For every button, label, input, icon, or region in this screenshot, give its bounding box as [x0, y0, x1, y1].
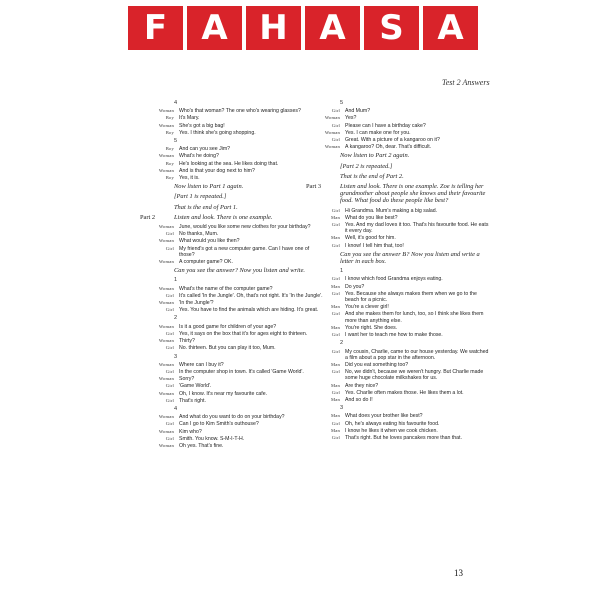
- speaker-label: Girl: [331, 290, 340, 296]
- dialogue-text: Oh, I know. It's near my favourite cafe.: [179, 390, 268, 397]
- dialogue-text: No thanks, Mum.: [179, 231, 219, 238]
- dialogue-line: [306, 243, 491, 249]
- speaker-label: Girl: [331, 276, 340, 282]
- instruction-text: That is the end of Part 1.: [174, 203, 238, 211]
- speaker-label: Girl: [331, 420, 340, 426]
- dialogue-line: [140, 286, 325, 292]
- dialogue-line: [140, 300, 325, 306]
- dialogue-line: [306, 397, 491, 403]
- dialogue-text: It's called 'In the Jungle'. Oh, that's not right. It's 'In the Jungle'.: [179, 292, 323, 299]
- dialogue-line: [140, 153, 325, 159]
- speaker-label: Woman: [158, 414, 174, 420]
- dialogue-text: You're a clever girl!: [345, 304, 389, 311]
- dialogue-text: Yes. I can make one for you.: [345, 129, 411, 136]
- instruction-text: [Part 1 is repeated.]: [174, 193, 227, 201]
- speaker-label: Woman: [158, 390, 174, 396]
- dialogue-line: [140, 168, 325, 174]
- dialogue-line: [140, 383, 325, 389]
- dialogue-line: [306, 208, 491, 214]
- speaker-label: Boy: [165, 115, 174, 121]
- question-number: 3: [174, 353, 178, 360]
- dialogue-text: She's got a big bag!: [179, 122, 225, 129]
- speaker-label: Man: [330, 396, 340, 402]
- dialogue-text: What would you like then?: [179, 238, 240, 245]
- speaker-label: Woman: [158, 361, 174, 367]
- dialogue-text: Kim who?: [179, 428, 202, 435]
- speaker-label: Man: [330, 324, 340, 330]
- dialogue-line: [306, 390, 491, 396]
- dialogue-text: Yes, it is.: [179, 175, 200, 182]
- dialogue-text: Yes. I think she's going shopping.: [179, 129, 256, 136]
- dialogue-line: [306, 123, 491, 129]
- dialogue-line: [140, 130, 325, 136]
- speaker-label: Girl: [331, 311, 340, 317]
- speaker-label: Girl: [165, 292, 174, 298]
- dialogue-text: Well, it's good for him.: [345, 235, 396, 242]
- question-number: 1: [340, 268, 344, 275]
- dialogue-line: [140, 246, 325, 258]
- dialogue-line: [140, 376, 325, 382]
- dialogue-text: I want her to teach me how to make those.: [345, 332, 443, 339]
- dialogue-text: 'In the Jungle'?: [179, 300, 214, 307]
- dialogue-text: Hi Grandma. Mum's making a big salad.: [345, 207, 438, 214]
- speaker-label: Man: [330, 382, 340, 388]
- speaker-label: Girl: [331, 207, 340, 213]
- dialogue-line: [306, 144, 491, 150]
- question-number: 1: [174, 277, 178, 284]
- dialogue-line: [140, 443, 325, 449]
- speaker-label: Girl: [331, 122, 340, 128]
- dialogue-line: [306, 130, 491, 136]
- part-heading: [140, 214, 325, 221]
- speaker-label: Woman: [158, 108, 174, 114]
- speaker-label: Man: [330, 283, 340, 289]
- speaker-label: Girl: [165, 397, 174, 403]
- dialogue-line: [140, 391, 325, 397]
- instruction-text: Now listen to Part 1 again.: [174, 183, 244, 191]
- speaker-label: Woman: [158, 428, 174, 434]
- instruction-text: [Part 2 is repeated.]: [340, 162, 393, 170]
- dialogue-text: Smith. You know. S-M-I-T-H.: [179, 435, 245, 442]
- part-heading: [306, 183, 491, 205]
- speaker-label: Woman: [324, 129, 340, 135]
- speaker-label: Girl: [165, 231, 174, 237]
- dialogue-line: [140, 331, 325, 337]
- dialogue-text: Oh, he's always eating his favourite food.: [345, 420, 440, 427]
- dialogue-text: Can I go to Kim Smith's outhouse?: [179, 421, 259, 428]
- speaker-label: Woman: [158, 285, 174, 291]
- speaker-label: Woman: [158, 442, 174, 448]
- dialogue-line: [306, 332, 491, 338]
- dialogue-line: [306, 222, 491, 234]
- dialogue-line: [306, 428, 491, 434]
- speaker-label: Boy: [165, 175, 174, 181]
- dialogue-line: [140, 436, 325, 442]
- dialogue-line: [306, 108, 491, 114]
- dialogue-line: [306, 215, 491, 221]
- dialogue-line: [140, 123, 325, 129]
- dialogue-line: [140, 175, 325, 181]
- dialogue-text: Yes. Because she always makes them when we go to the beach for a picnic.: [345, 290, 477, 304]
- logo-letter: S: [364, 6, 419, 50]
- dialogue-text: In the computer shop in town. It's called 'Game World'.: [179, 368, 304, 375]
- dialogue-text: It's Mary.: [179, 115, 200, 122]
- speaker-label: Man: [330, 235, 340, 241]
- dialogue-line: [140, 161, 325, 167]
- dialogue-text: Yes. And my dad loves it too. That's his favourite food. He eats it every day.: [345, 222, 489, 235]
- dialogue-text: What's the name of the computer game?: [179, 285, 273, 292]
- speaker-label: Man: [330, 304, 340, 310]
- dialogue-line: [140, 414, 325, 420]
- speaker-label: Girl: [165, 330, 174, 336]
- dialogue-text: Who's that woman? The one who's wearing glasses?: [179, 108, 301, 115]
- dialogue-text: A computer game? OK.: [179, 259, 233, 266]
- speaker-label: Girl: [331, 108, 340, 114]
- dialogue-line: [306, 276, 491, 282]
- dialogue-text: I know he likes it when we cook chicken.: [345, 427, 438, 434]
- question-number: 2: [340, 340, 344, 347]
- question-number: 4: [174, 405, 178, 412]
- logo-letter: A: [187, 6, 242, 50]
- dialogue-text: And can you see Jim?: [179, 146, 231, 153]
- speaker-label: Girl: [331, 242, 340, 248]
- dialogue-text: Did you eat something too?: [345, 361, 409, 368]
- dialogue-text: My cousin, Charlie, came to our house yesterday. We watched a film about a pop star in the afternoon.: [345, 348, 489, 361]
- dialogue-line: [140, 362, 325, 368]
- dialogue-text: What do you like best?: [345, 214, 398, 221]
- dialogue-line: [306, 235, 491, 241]
- speaker-label: Girl: [165, 421, 174, 427]
- dialogue-text: And Mum?: [345, 108, 371, 115]
- dialogue-text: Yes. You have to find the animals which are hiding. It's great.: [179, 307, 319, 314]
- dialogue-line: [306, 311, 491, 323]
- speaker-label: Woman: [158, 122, 174, 128]
- dialogue-line: [306, 383, 491, 389]
- dialogue-text: Where can I buy it?: [179, 361, 224, 368]
- question-number: 5: [174, 138, 178, 145]
- speaker-label: Boy: [165, 160, 174, 166]
- dialogue-line: [140, 224, 325, 230]
- dialogue-text: Please can I have a birthday cake?: [345, 122, 426, 129]
- instruction-text: Can you see the answer B? Now you listen and write a letter in each box.: [340, 250, 480, 266]
- speaker-label: Boy: [165, 146, 174, 152]
- speaker-label: Girl: [331, 222, 340, 228]
- logo-letter: H: [246, 6, 301, 50]
- dialogue-text: Thirty?: [179, 338, 195, 345]
- dialogue-line: [140, 238, 325, 244]
- dialogue-text: And what do you want to do on your birthday?: [179, 414, 285, 421]
- dialogue-line: [306, 362, 491, 368]
- dialogue-text: No. thirteen. But you can play it too, Mum.: [179, 345, 276, 352]
- instruction-text: Now listen to Part 2 again.: [340, 152, 410, 160]
- part-instruction: Listen and look. There is one example.: [174, 213, 273, 221]
- dialogue-line: [140, 231, 325, 237]
- speaker-label: Woman: [158, 338, 174, 344]
- speaker-label: Woman: [158, 224, 174, 230]
- speaker-label: Girl: [165, 345, 174, 351]
- speaker-label: Girl: [165, 307, 174, 313]
- logo-letter: A: [423, 6, 478, 50]
- speaker-label: Boy: [165, 129, 174, 135]
- question-number: 5: [340, 100, 344, 106]
- dialogue-line: [140, 146, 325, 152]
- dialogue-text: My friend's got a new computer game. Can I have one of those?: [179, 245, 310, 258]
- speaker-label: Girl: [331, 434, 340, 440]
- dialogue-text: I know which food Grandma enjoys eating.: [345, 276, 443, 283]
- dialogue-text: Yes?: [345, 115, 357, 122]
- right-column: [306, 98, 491, 442]
- dialogue-text: Yes, it says on the box that it's for ages eight to thirteen.: [179, 330, 308, 337]
- dialogue-text: He's looking at the sea. He likes doing that.: [179, 160, 279, 167]
- speaker-label: Man: [330, 413, 340, 419]
- question-number: 3: [340, 405, 344, 412]
- speaker-label: Girl: [331, 369, 340, 375]
- dialogue-text: And she makes them for lunch, too, so I think she likes them more than anything else.: [345, 311, 484, 324]
- dialogue-text: Do you?: [345, 283, 365, 290]
- speaker-label: Woman: [158, 167, 174, 173]
- speaker-label: Girl: [331, 332, 340, 338]
- speaker-label: Girl: [331, 137, 340, 143]
- speaker-label: Girl: [165, 368, 174, 374]
- dialogue-text: Sorry?: [179, 376, 195, 383]
- part-label: Part 3: [306, 183, 322, 191]
- dialogue-line: [140, 324, 325, 330]
- dialogue-line: [140, 307, 325, 313]
- running-head: Test 2 Answers: [442, 78, 490, 87]
- dialogue-line: [306, 137, 491, 143]
- dialogue-text: What's he doing?: [179, 153, 219, 160]
- dialogue-line: [306, 304, 491, 310]
- dialogue-line: [306, 435, 491, 441]
- left-column: [140, 98, 325, 450]
- dialogue-line: [140, 293, 325, 299]
- speaker-label: Woman: [158, 238, 174, 244]
- part-instruction: Listen and look. There is one example. Zoe is telling her grandmother about people she knows and their favourite food. What food do these people like best?: [340, 183, 486, 205]
- fahasa-logo: [128, 6, 478, 50]
- dialogue-line: [140, 429, 325, 435]
- logo-letter: F: [128, 6, 183, 50]
- dialogue-line: [140, 115, 325, 121]
- speaker-label: Man: [330, 361, 340, 367]
- question-number: 4: [174, 100, 178, 106]
- dialogue-text: What does your brother like best?: [345, 413, 423, 420]
- speaker-label: Woman: [158, 259, 174, 265]
- speaker-label: Girl: [165, 383, 174, 389]
- dialogue-text: Is it a good game for children of your age?: [179, 323, 277, 330]
- dialogue-text: June, would you like some new clothes for your birthday?: [179, 224, 311, 231]
- speaker-label: Girl: [165, 435, 174, 441]
- dialogue-text: You're right. She does.: [345, 324, 398, 331]
- dialogue-line: [306, 325, 491, 331]
- speaker-label: Girl: [165, 245, 174, 251]
- dialogue-line: [306, 349, 491, 361]
- speaker-label: Woman: [324, 144, 340, 150]
- dialogue-text: Yes. Charlie often makes those. He likes them a lot.: [345, 389, 464, 396]
- dialogue-text: 'Game World'.: [179, 383, 212, 390]
- dialogue-text: No, we didn't, because we weren't hungry. But Charlie made some huge chocolate milkshakes for us.: [345, 369, 484, 382]
- dialogue-text: Are they nice?: [345, 382, 379, 389]
- speaker-label: Woman: [324, 115, 340, 121]
- dialogue-line: [306, 115, 491, 121]
- speaker-label: Woman: [158, 323, 174, 329]
- dialogue-line: [140, 421, 325, 427]
- instruction-text: That is the end of Part 2.: [340, 172, 404, 180]
- speaker-label: Woman: [158, 300, 174, 306]
- dialogue-line: [140, 369, 325, 375]
- dialogue-line: [306, 421, 491, 427]
- dialogue-text: Great. With a picture of a kangaroo on it?: [345, 137, 440, 144]
- dialogue-text: I know! I tell him that, too!: [345, 242, 404, 249]
- dialogue-line: [140, 398, 325, 404]
- dialogue-text: That's right. But he loves pancakes more than that.: [345, 434, 462, 441]
- speaker-label: Man: [330, 214, 340, 220]
- dialogue-text: Oh yes. That's fine.: [179, 442, 224, 449]
- dialogue-line: [306, 284, 491, 290]
- dialogue-line: [306, 413, 491, 419]
- dialogue-text: A kangaroo? Oh, dear. That's difficult.: [345, 144, 432, 151]
- instruction-text: Can you see the answer? Now you listen and write.: [174, 267, 305, 275]
- logo-letter: A: [305, 6, 360, 50]
- speaker-label: Woman: [158, 376, 174, 382]
- dialogue-line: [306, 369, 491, 381]
- speaker-label: Man: [330, 427, 340, 433]
- part-label: Part 2: [140, 213, 156, 221]
- dialogue-text: And is that your dog next to him?: [179, 167, 255, 174]
- question-number: 2: [174, 315, 178, 322]
- dialogue-line: [140, 345, 325, 351]
- dialogue-text: That's right.: [179, 397, 206, 404]
- page-number: 13: [454, 568, 463, 578]
- dialogue-line: [140, 338, 325, 344]
- speaker-label: Girl: [331, 389, 340, 395]
- dialogue-line: [306, 291, 491, 303]
- dialogue-text: And so do I!: [345, 396, 373, 403]
- dialogue-line: [140, 108, 325, 114]
- speaker-label: Woman: [158, 153, 174, 159]
- speaker-label: Girl: [331, 348, 340, 354]
- dialogue-line: [140, 259, 325, 265]
